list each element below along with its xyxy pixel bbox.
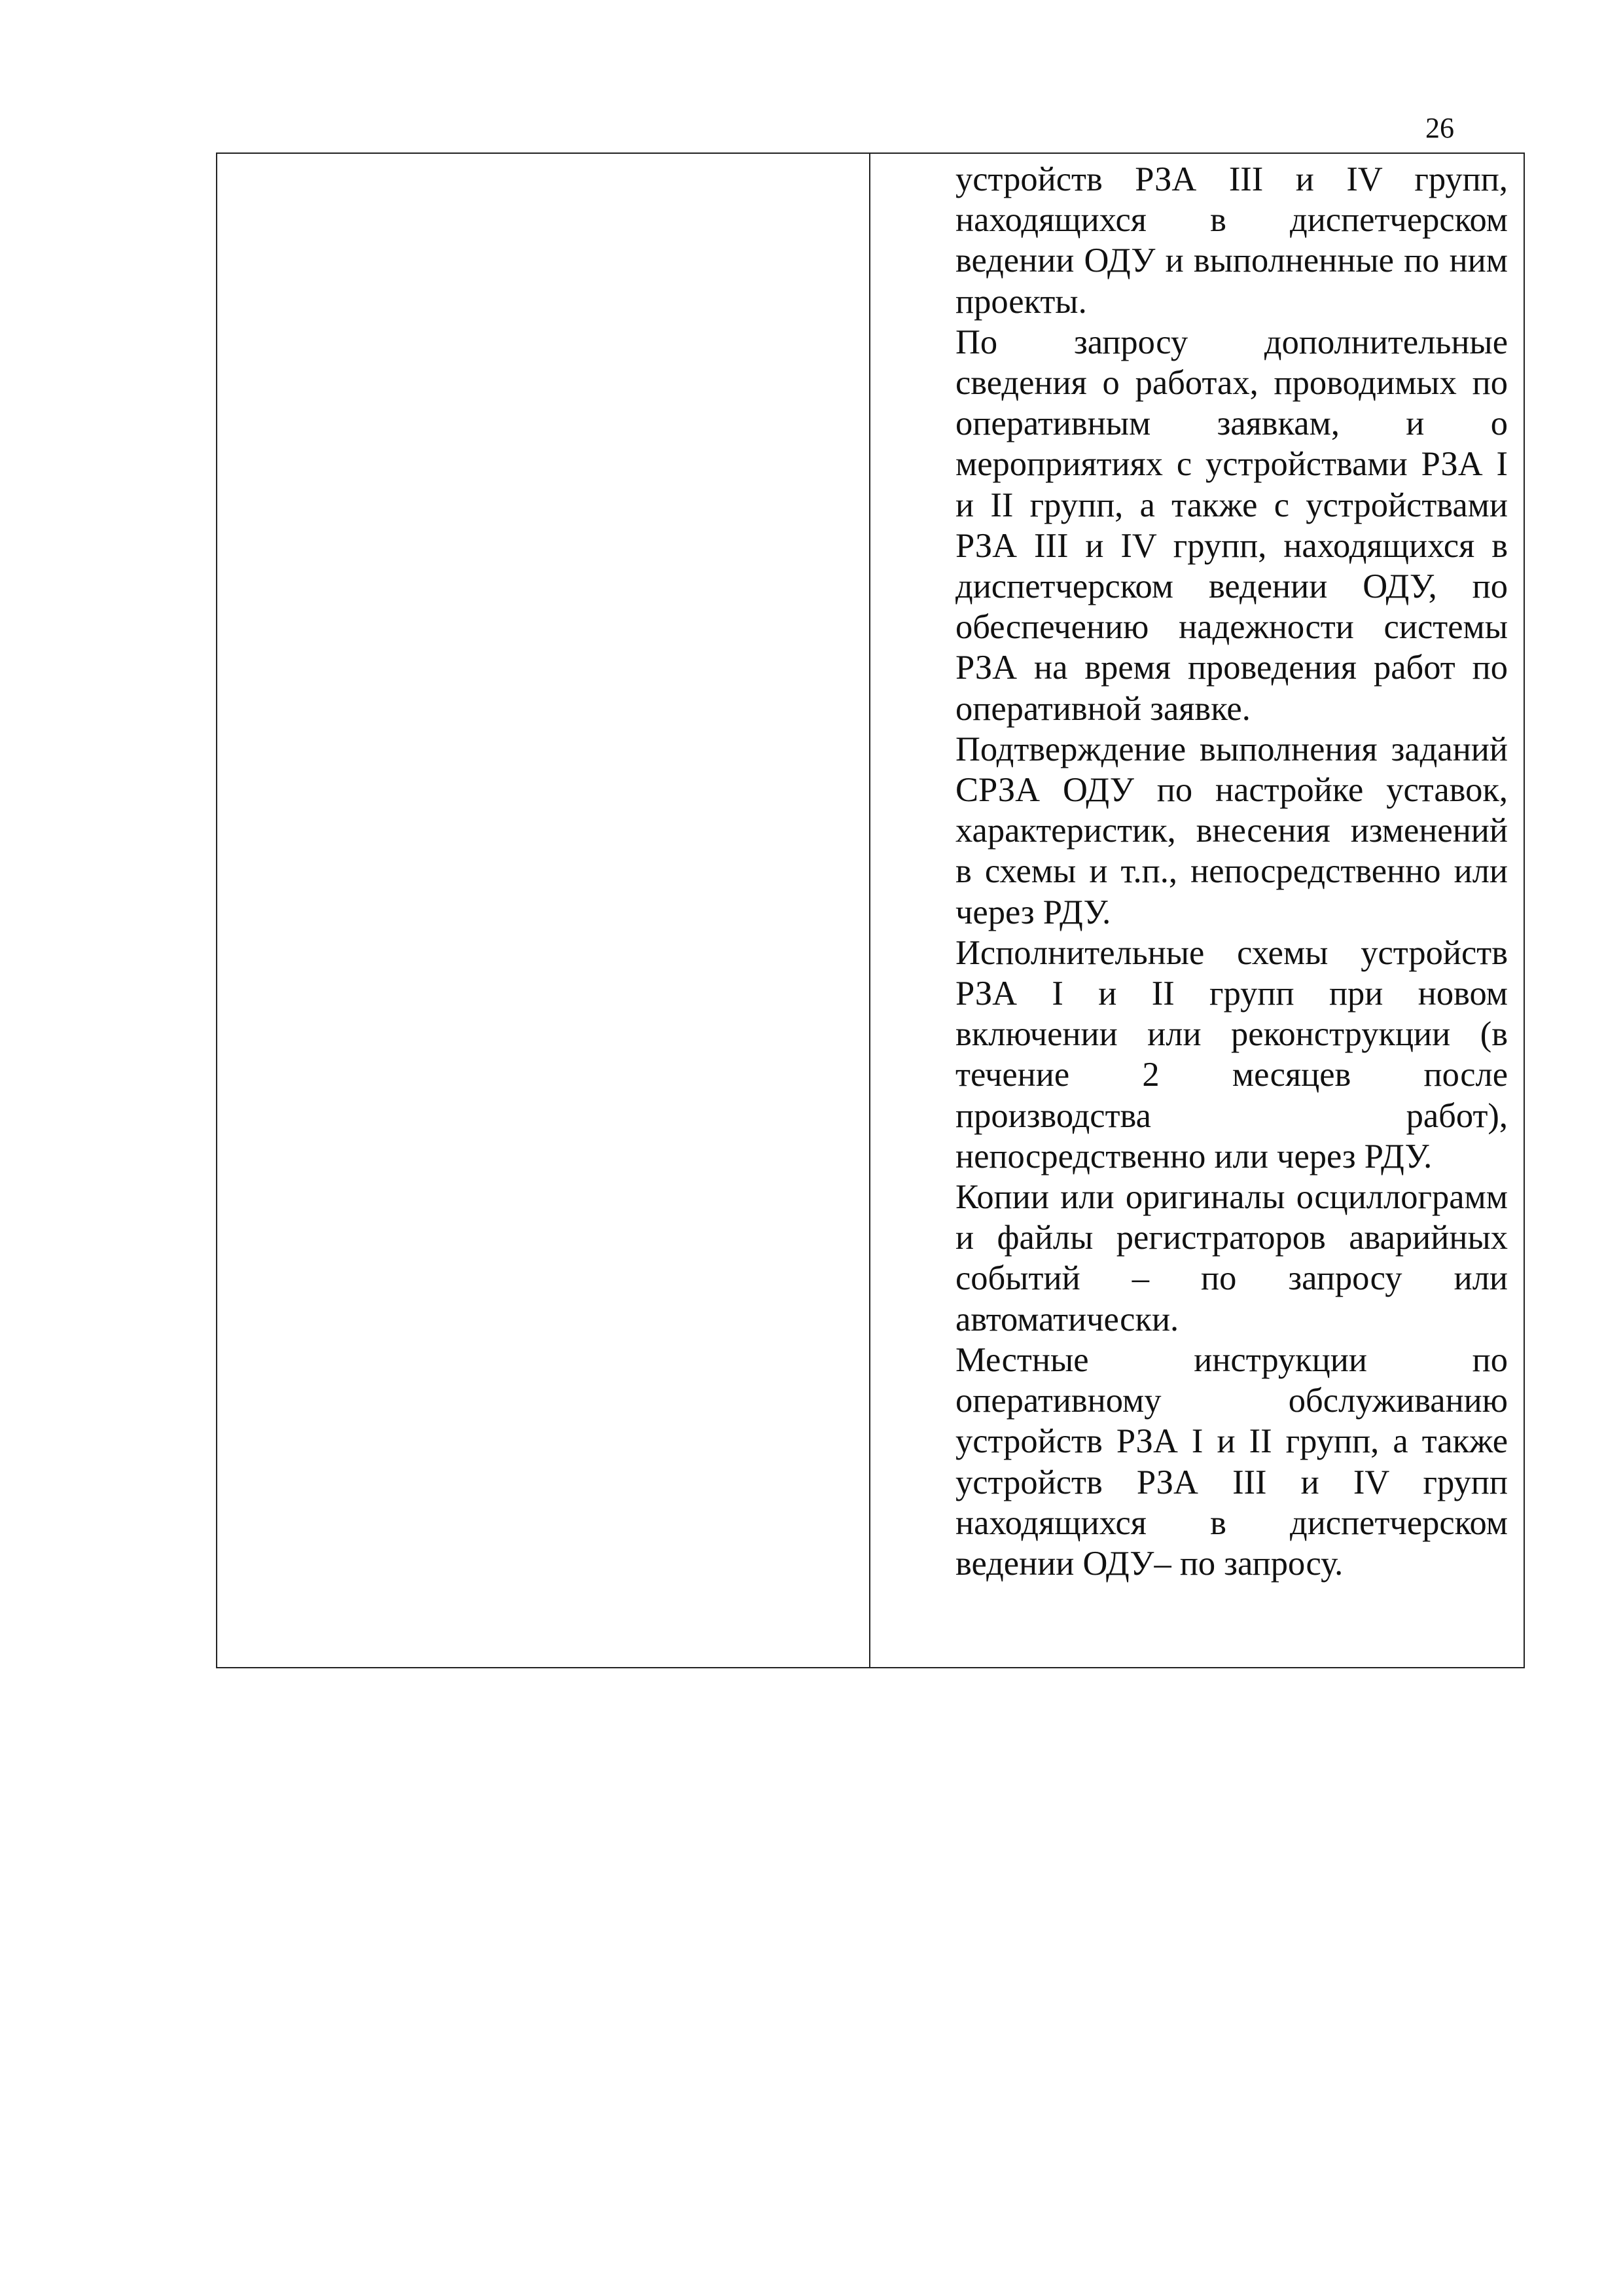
table-cell-right: [870, 154, 1524, 1667]
paragraph-rza-projects: устройств РЗА III и IV групп, находящихся в диспетчерском ведении ОДУ и выполненные по ним проекты.: [955, 160, 1508, 321]
paragraph-oscillograms: Копии или оригиналы осциллограмм и файлы регистраторов аварийных событий – по запросу или автоматически.: [955, 1178, 1508, 1338]
table-cell-left: [217, 154, 870, 1667]
paragraph-executive-schemes: Исполнительные схемы устройств РЗА I и II групп при новом включении или реконструкции (в течение 2 месяцев после производства работ), непосредственно или через РДУ.: [955, 933, 1508, 1175]
paragraph-local-instructions: Местные инструкции по оперативному обслуживанию устройств РЗА I и II групп, а также устройств РЗА III и IV групп находящихся в диспетчерском ведении ОДУ– по запросу.: [955, 1340, 1508, 1583]
paragraph-additional-info: По запросу дополнительные сведения о работах, проводимых по оперативным заявкам, и о мероприятиях с устройствами РЗА I и II групп, а также с устройствами РЗА III и IV групп, находящихся в диспетчерском ведении ОДУ, по обеспечению надежности системы РЗА на время проведения работ по оперативной заявке.: [955, 323, 1508, 728]
paragraph-confirmation: Подтверждение выполнения заданий СРЗА ОДУ по настройке уставок, характеристик, внесения изменений в схемы и т.п., непосредственно или через РДУ.: [955, 730, 1508, 931]
content-table: [216, 152, 1525, 1668]
page-number: 26: [1425, 112, 1454, 144]
